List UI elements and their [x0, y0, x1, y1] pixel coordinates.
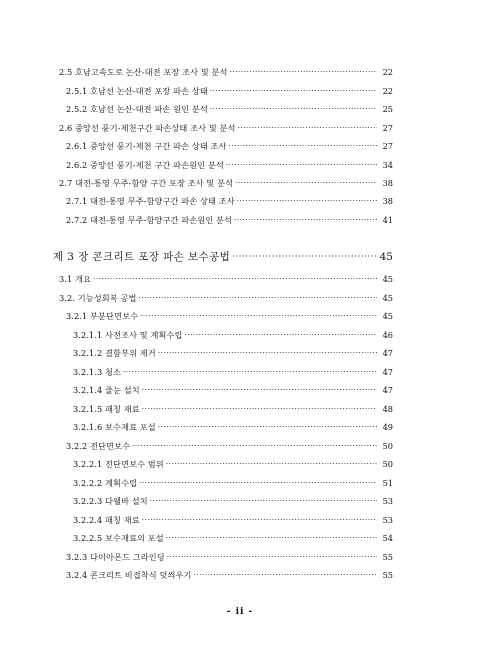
- toc-entry-3-2-2-4[interactable]: [73, 515, 393, 527]
- toc-entry-2-6[interactable]: [59, 123, 393, 135]
- dot-leader: [210, 85, 377, 97]
- dot-leader: [166, 532, 377, 544]
- dot-leader: [232, 250, 377, 264]
- toc-entry-2-7-1[interactable]: [66, 196, 393, 208]
- toc-entry-3-2-1-3[interactable]: [73, 367, 393, 379]
- toc-entry-page: 22: [382, 67, 393, 77]
- toc-entry-title: 3.2.2.4 패칭 재료: [73, 515, 140, 525]
- toc-entry-3-2-2-2[interactable]: [73, 478, 393, 490]
- toc-entry-2-6-1[interactable]: [66, 141, 393, 153]
- dot-leader: [185, 329, 377, 341]
- toc-entry-page: 49: [382, 422, 393, 432]
- toc-entry-3-2-2[interactable]: [66, 441, 393, 453]
- toc-entry-page: 46: [382, 330, 393, 340]
- toc-chapter-title: 제 3 장 콘크리트 포장 파손 보수공법: [53, 251, 231, 263]
- toc-entry-page: 45: [379, 251, 393, 263]
- toc-entry-title: 3.2.1.3 청소: [73, 367, 122, 377]
- toc-entry-page: 48: [382, 404, 393, 414]
- toc-entry-title: 2.7.1 대전-통영 무주-함양구간 파손 상태 조사: [66, 196, 235, 206]
- dot-leader: [142, 384, 377, 396]
- dot-leader: [158, 347, 377, 359]
- toc-entry-title: 3.2.2.2 계획수립: [73, 478, 138, 488]
- toc-entry-3-2-1-6[interactable]: [73, 422, 393, 434]
- dot-leader: [230, 66, 377, 78]
- toc-entry-3-2-1-4[interactable]: [73, 385, 393, 397]
- toc-entry-title: 3.2.1.6 보수재료 포설: [73, 422, 156, 432]
- toc-entry-page: 55: [382, 552, 393, 562]
- toc-entry-page: 45: [382, 293, 393, 303]
- toc-entry-page: 27: [382, 141, 393, 151]
- dot-leader: [237, 195, 377, 207]
- toc-entry-page: 50: [382, 441, 393, 451]
- toc-entry-title: 2.6 중앙선 풍기-제천구간 파손상태 조사 및 분석: [59, 123, 236, 133]
- toc-entry-3-2-1-5[interactable]: [73, 404, 393, 416]
- toc-entry-title: 3.2.1 부분단면보수: [66, 311, 139, 321]
- toc-entry-3-2-2-1[interactable]: [73, 459, 393, 471]
- toc-entry-title: 3.2.2.3 다웰바 설치: [73, 496, 148, 506]
- toc-entry-page: 25: [382, 104, 393, 114]
- dot-leader: [123, 366, 377, 378]
- toc-entry-title: 3.2. 기능성회복 공법: [59, 293, 137, 303]
- toc-entry-page: 27: [382, 123, 393, 133]
- toc-entry-title: 2.6.2 중앙선 풍기-제천 구간 파손원인 분석: [66, 160, 224, 170]
- dot-leader: [235, 177, 377, 189]
- dot-leader: [142, 403, 377, 415]
- toc-entry-page: 53: [382, 515, 393, 525]
- toc-entry-3-2-1[interactable]: [66, 311, 393, 323]
- dot-leader: [132, 440, 377, 452]
- toc-entry-page: 34: [382, 160, 393, 170]
- toc-entry-page: 47: [382, 367, 393, 377]
- dot-leader: [139, 292, 378, 304]
- toc-entry-page: 47: [382, 348, 393, 358]
- toc-entry-page: 50: [382, 459, 393, 469]
- dot-leader: [226, 159, 377, 171]
- toc-entry-title: 3.2.2.1 전단면보수 범위: [73, 459, 164, 469]
- toc-chapter-3[interactable]: [53, 251, 393, 265]
- toc-entry-title: 3.2.1.4 줄눈 설치: [73, 385, 140, 395]
- toc-entry-3-2-2-5[interactable]: [73, 533, 393, 545]
- dot-leader: [158, 421, 377, 433]
- toc-entry-3-2-3[interactable]: [66, 552, 393, 564]
- dot-leader: [167, 551, 377, 563]
- toc-entry-3-2-1-1[interactable]: [73, 330, 393, 342]
- toc-entry-page: 54: [382, 533, 393, 543]
- toc-entry-title: 3.2.4 콘크리트 비접착식 덧씌우기: [66, 570, 192, 580]
- dot-leader: [166, 458, 377, 470]
- toc-entry-page: 45: [382, 274, 393, 284]
- dot-leader: [150, 495, 377, 507]
- page-number: - ii -: [226, 607, 254, 617]
- toc-entry-page: 41: [382, 215, 393, 225]
- toc-entry-2-5[interactable]: [59, 67, 393, 79]
- toc-entry-3-2-1-2[interactable]: [73, 348, 393, 360]
- dot-leader: [194, 569, 377, 581]
- toc-entry-page: 22: [382, 86, 393, 96]
- toc-entry-page: 51: [382, 478, 393, 488]
- toc-entry-3-2-2-3[interactable]: [73, 496, 393, 508]
- toc-entry-title: 3.2.2 전단면보수: [66, 441, 131, 451]
- toc-entry-page: 55: [382, 570, 393, 580]
- dot-leader: [229, 140, 377, 152]
- toc-entry-page: 53: [382, 496, 393, 506]
- dot-leader: [140, 310, 377, 322]
- toc-entry-title: 2.5.1 호남선 논산-대전 포장 파손 상태: [66, 86, 208, 96]
- toc-entry-title: 2.7 대전-통영 무주-함양 구간 포장 조사 및 분석: [59, 178, 234, 188]
- dot-leader: [93, 273, 377, 285]
- dot-leader: [210, 103, 377, 115]
- toc-entry-2-7[interactable]: [59, 178, 393, 190]
- toc-entry-2-7-2[interactable]: [66, 215, 393, 227]
- toc-entry-title: 2.7.2 대전-통영 무주-함양구간 파손원인 분석: [66, 215, 233, 225]
- toc-entry-title: 2.5.2 호남선 논산-대전 파손 원인 분석: [66, 104, 208, 114]
- toc-entry-3-2-4[interactable]: [66, 570, 393, 582]
- toc-entry-3-1[interactable]: [59, 274, 393, 286]
- toc-entry-title: 3.1 개요: [59, 274, 92, 284]
- toc-entry-2-5-1[interactable]: [66, 86, 393, 98]
- toc-entry-3-2[interactable]: [59, 293, 393, 305]
- toc-entry-page: 47: [382, 385, 393, 395]
- toc-entry-title: 3.2.1.1 사전조사 및 계획수립: [73, 330, 183, 340]
- toc-entry-title: 3.2.1.5 패칭 재료: [73, 404, 140, 414]
- dot-leader: [238, 122, 377, 134]
- dot-leader: [142, 514, 377, 526]
- toc-entry-title: 3.2.1.2 결함부위 제거: [73, 348, 156, 358]
- toc-entry-2-6-2[interactable]: [66, 160, 393, 172]
- toc-entry-page: 38: [382, 178, 393, 188]
- dot-leader: [139, 477, 377, 489]
- dot-leader: [234, 214, 377, 226]
- toc-entry-title: 3.2.2.5 보수재료의 포설: [73, 533, 164, 543]
- toc-entry-2-5-2[interactable]: [66, 104, 393, 116]
- toc-entry-title: 2.5 호남고속도로 논산-대전 포장 조사 및 분석: [59, 67, 228, 77]
- toc-entry-title: 3.2.3 다이아몬드 그라인딩: [66, 552, 165, 562]
- toc-entry-title: 2.6.1 중앙선 풍기-제천 구간 파손 상태 조사: [66, 141, 227, 151]
- toc-entry-page: 38: [382, 196, 393, 206]
- toc-entry-page: 45: [382, 311, 393, 321]
